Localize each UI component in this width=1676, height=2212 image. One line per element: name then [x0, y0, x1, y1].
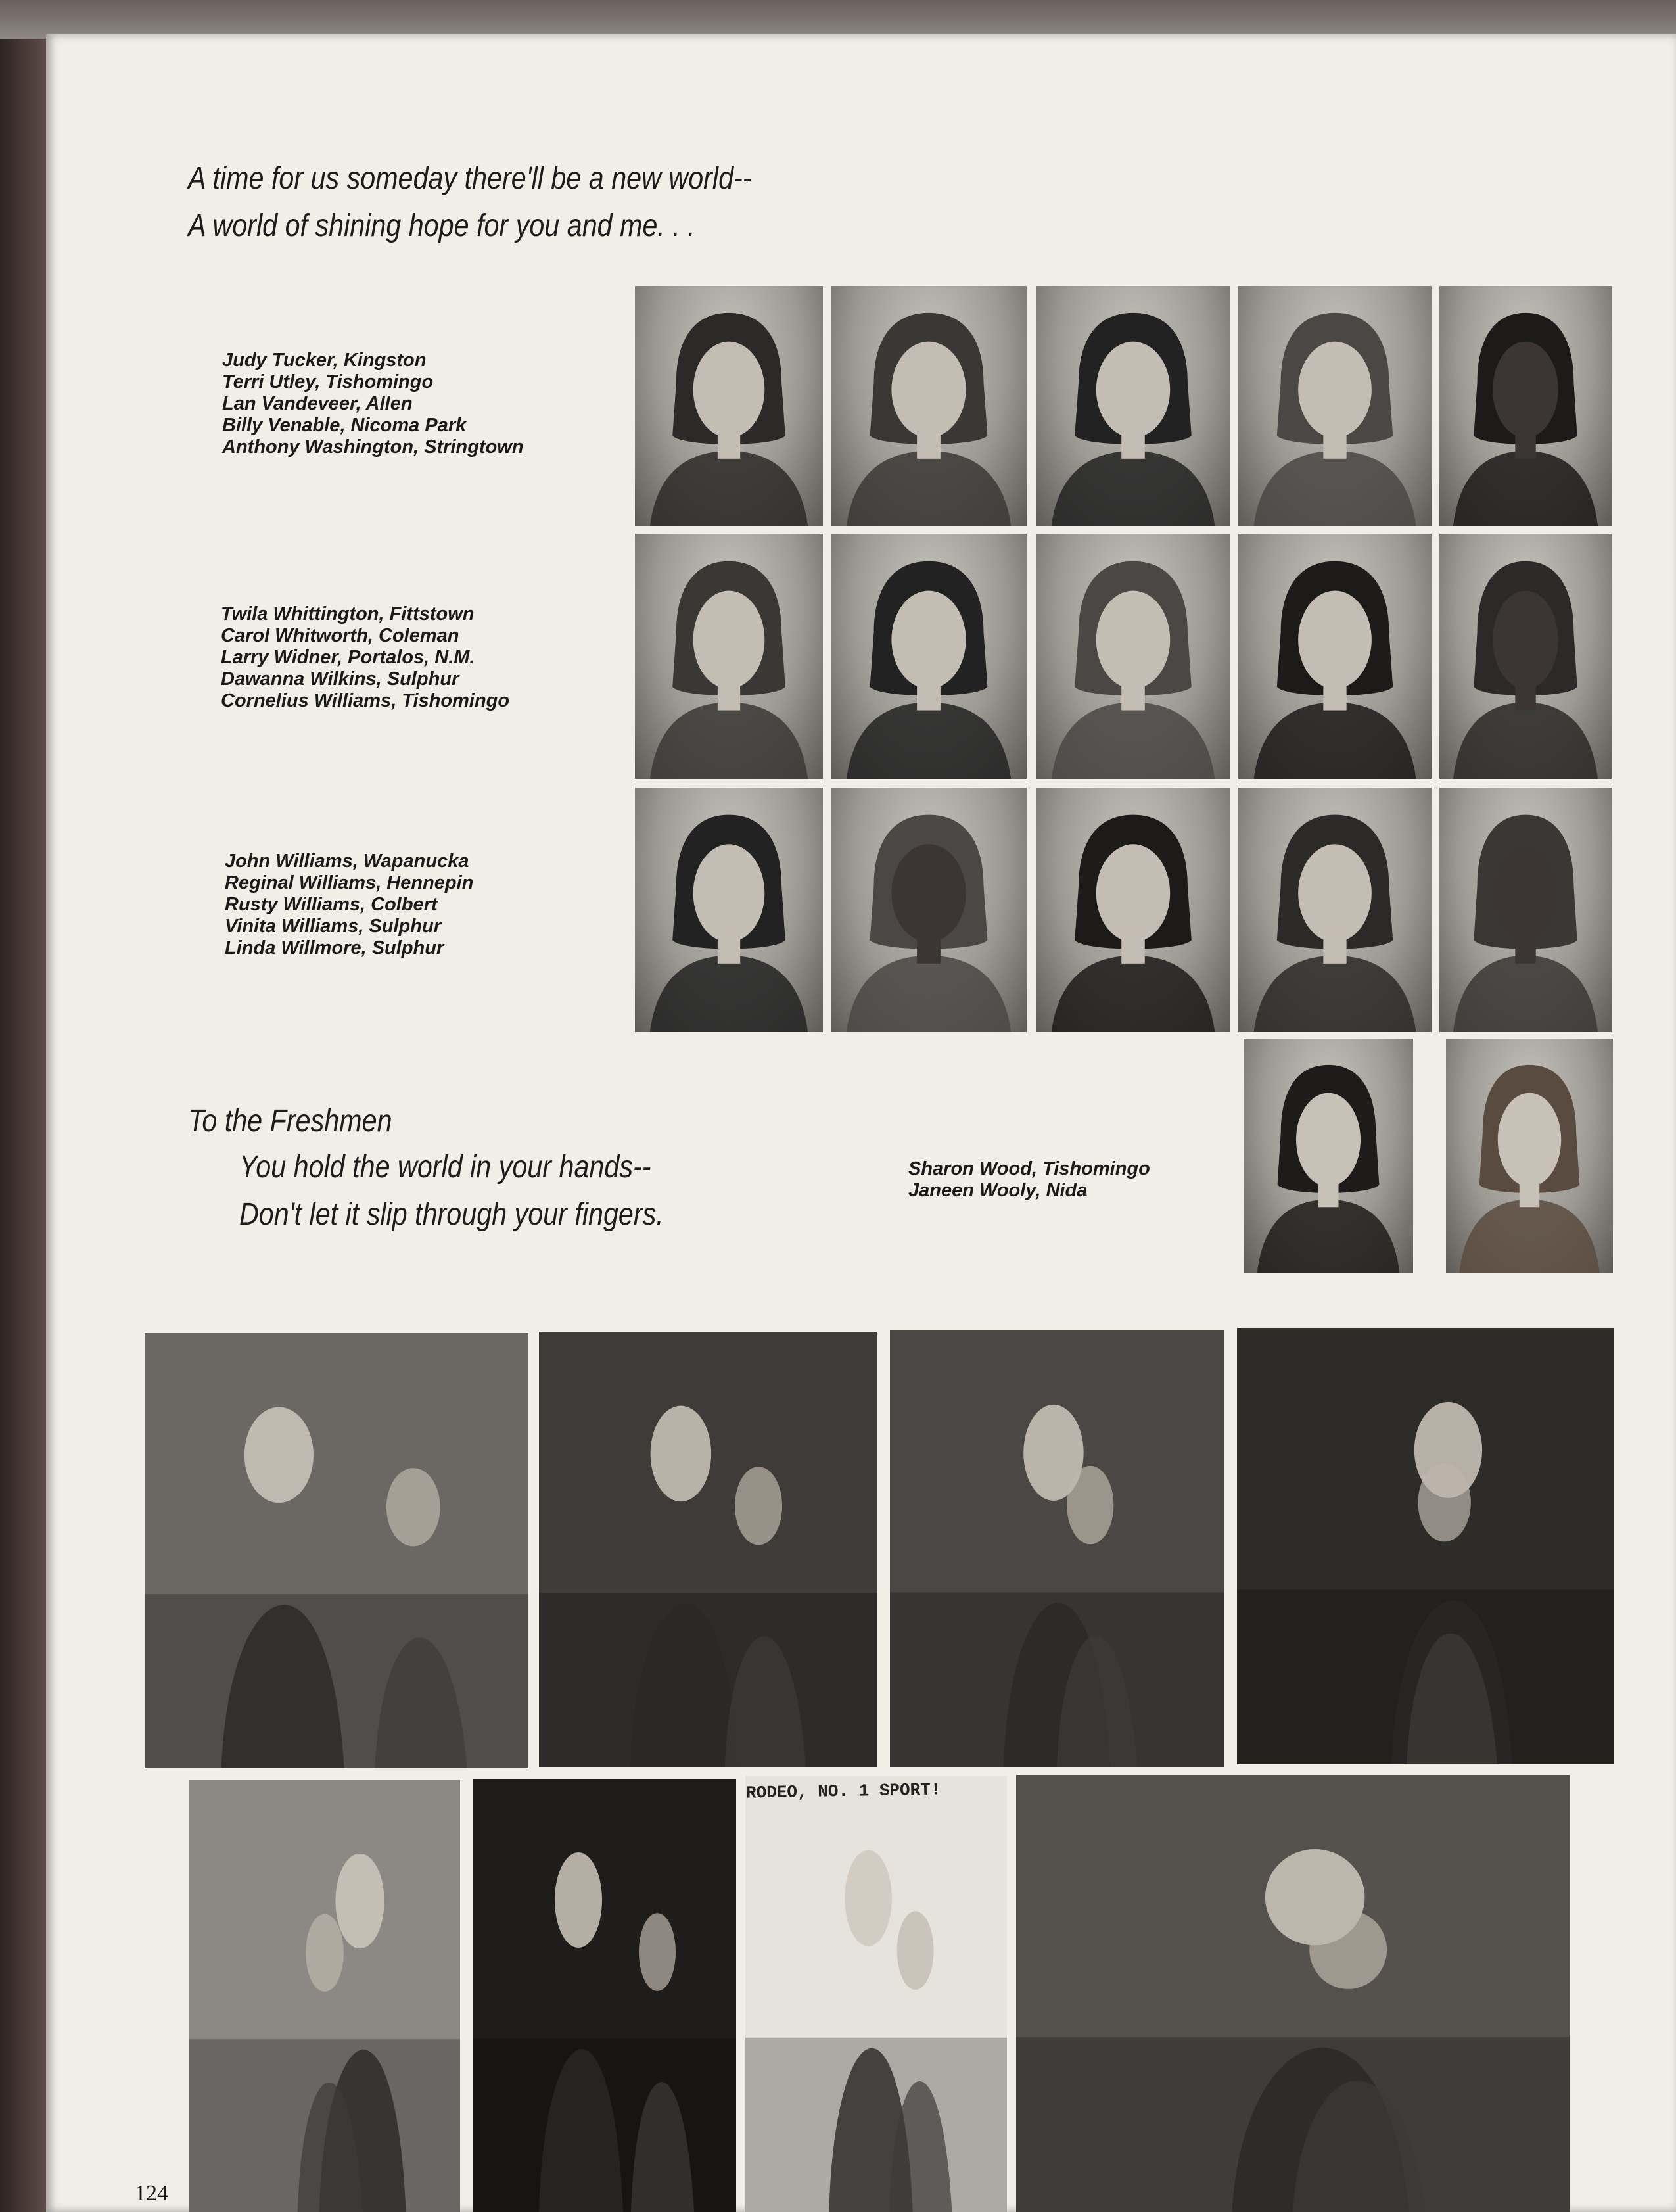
verse-top-line-1: A time for us someday there'll be a new world--	[188, 161, 752, 196]
verse-top-line-2: A world of shining hope for you and me. . .	[188, 208, 695, 243]
student-portrait	[831, 534, 1027, 779]
student-portrait	[635, 286, 823, 526]
student-portrait	[1238, 286, 1432, 526]
caption-name: Judy Tucker, Kingston	[222, 350, 427, 371]
crutches-hallway-photo	[539, 1332, 877, 1767]
clown-photo	[745, 1776, 1007, 2212]
caption-name: Janeen Wooly, Nida	[908, 1180, 1088, 1201]
caption-name: Reginal Williams, Hennepin	[225, 872, 474, 893]
crutches-student-photo	[1237, 1328, 1614, 1764]
caption-name: Vinita Williams, Sulphur	[225, 916, 441, 937]
student-portrait	[635, 534, 823, 779]
caption-name: Larry Widner, Portalos, N.M.	[221, 647, 475, 668]
dance-photo	[473, 1779, 736, 2212]
caption-name: Terri Utley, Tishomingo	[222, 371, 434, 392]
jukebox-photo	[890, 1330, 1224, 1767]
caption-name: John Williams, Wapanucka	[225, 851, 469, 872]
student-portrait	[1036, 286, 1230, 526]
billiards-photo	[145, 1333, 528, 1768]
painting-sign-photo	[189, 1780, 460, 2212]
caption-name: Twila Whittington, Fittstown	[221, 603, 475, 624]
caption-name: Sharon Wood, Tishomingo	[908, 1158, 1150, 1179]
student-portrait	[1439, 534, 1612, 779]
lounge-group-photo	[1016, 1775, 1570, 2212]
caption-name: Rusty Williams, Colbert	[225, 894, 438, 915]
student-portrait	[831, 286, 1027, 526]
student-portrait	[1036, 534, 1230, 779]
student-portrait	[1036, 788, 1230, 1032]
verse-bottom-line-3: Don't let it slip through your fingers.	[239, 1197, 664, 1232]
caption-row-3	[225, 851, 473, 959]
caption-name: Anthony Washington, Stringtown	[222, 436, 524, 458]
caption-name: Linda Willmore, Sulphur	[225, 937, 444, 958]
student-portrait	[1446, 1039, 1613, 1273]
book-cover-edge	[0, 0, 1676, 39]
book-binding	[0, 0, 46, 2212]
student-portrait	[1238, 788, 1432, 1032]
student-portrait	[1244, 1039, 1413, 1273]
rodeo-sign: RODEO, NO. 1 SPORT!	[745, 1779, 941, 1803]
student-portrait	[635, 788, 823, 1032]
caption-row-1	[222, 350, 524, 458]
student-portrait	[1238, 534, 1432, 779]
student-portrait	[1439, 286, 1612, 526]
caption-name: Dawanna Wilkins, Sulphur	[221, 669, 459, 690]
student-portrait	[1439, 788, 1612, 1032]
caption-name: Carol Whitworth, Coleman	[221, 625, 459, 646]
verse-bottom-line-2: You hold the world in your hands--	[239, 1150, 651, 1185]
caption-row-4	[908, 1158, 1150, 1202]
caption-row-2	[221, 603, 509, 712]
page-number: 124	[135, 2181, 168, 2205]
caption-name: Billy Venable, Nicoma Park	[222, 415, 467, 436]
caption-name: Cornelius Williams, Tishomingo	[221, 690, 510, 711]
student-portrait	[831, 788, 1027, 1032]
caption-name: Lan Vandeveer, Allen	[222, 393, 413, 414]
verse-bottom-line-1: To the Freshmen	[188, 1104, 392, 1139]
